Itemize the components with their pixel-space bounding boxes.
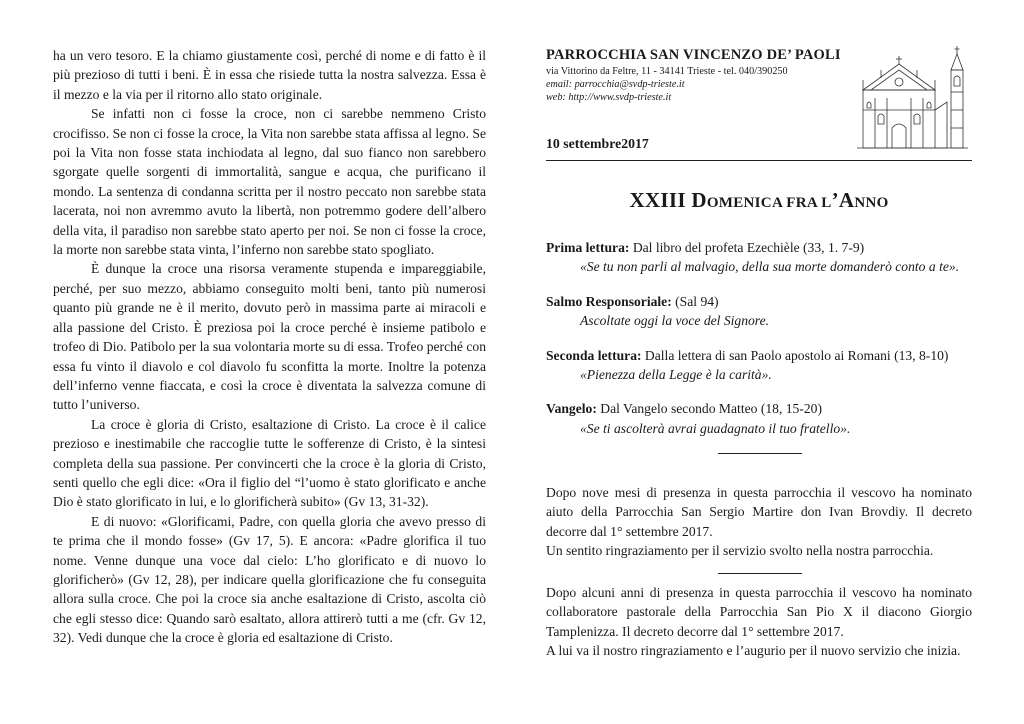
paragraph: È dunque la croce una risorsa veramente stupenda e impareggiabile, perché, per suo mezzo, abbiamo conseguito molti beni, tanto più numerosi quanto più grande ne è il merito, dovuto però in massima parte ai miracoli e alla passione del Cristo. È preziosa poi la croce perché è insieme patibolo e trofeo di Dio. Patibolo per la sua volontaria morte su di essa. Trofeo perché con essa fu vinto il diavolo e col diavolo fu sconfitta la morte. Inoltre la potenza dell’inferno venne fiaccata, e così la croce è diventata la salvezza comune di tutto l’universo.	[53, 261, 486, 413]
reading-quote: «Se ti ascolterà avrai guadagnato il tuo fratello».	[580, 420, 851, 436]
reading-item	[546, 292, 976, 331]
bulletin-date: 10 settembre2017	[546, 136, 649, 151]
paragraph: ha un vero tesoro. E la chiamo giustamente così, perché di nome e di fatto è il più prezioso di tutti i beni. È in essa che risiede tutta la nostra salvezza. Essa è il mezzo e la via per il ritorno allo stato originale.	[53, 48, 486, 102]
page-title: XXIII DOMENICA FRA L’ANNO	[629, 188, 889, 212]
parish-address: via Vittorino da Feltre, 11 - 34141 Trieste - tel. 040/390250	[546, 66, 788, 77]
paragraph: E di nuovo: «Glorificami, Padre, con quella gloria che avevo presso di te prima che il mondo fosse» (Gv 17, 5). E ancora: «Padre glorifica il tuo nome. Venne dunque una voce dal cielo: L’ho glorificato e di nuovo lo glorificherò» (Gv 12, 28), per indicare quella glorificazione che fu conseguita allora sulla croce. Che poi la croce sia anche esaltazione di Cristo, ascolta ciò che egli stesso dice: Quando sarò esaltato, allora attirerò tutti a me (cfr. Gv 12, 32). Vedi dunque che la croce è gloria ed esaltazione di Cristo.	[53, 513, 486, 646]
readings-list	[546, 238, 976, 454]
parish-web: web: http://www.svdp-trieste.it	[546, 92, 672, 103]
notice-text: Dopo alcuni anni di presenza in questa parrocchia il vescovo ha nominato collaboratore pastorale della Parrocchia San Pio X il diacono Giorgio Tamplenizza. Il decreto decorre dal 1° settembre 2017.	[546, 585, 972, 639]
reading-label: Prima lettura:	[546, 240, 630, 255]
notice-block	[546, 483, 972, 574]
notice-block	[546, 583, 972, 661]
parish-header	[546, 46, 846, 104]
church-illustration-icon	[855, 40, 970, 152]
reading-item	[546, 346, 976, 385]
reading-label: Salmo Responsoriale:	[546, 293, 672, 309]
parish-email: email: parrocchia@svdp-trieste.it	[546, 79, 685, 90]
reading-item	[546, 238, 976, 277]
reading-source: Dal libro del profeta Ezechièle (33, 1. 7-9)	[629, 240, 865, 255]
paragraph: Se infatti non ci fosse la croce, non ci sarebbe nemmeno Cristo crocifisso. Se non ci fosse la croce, la Vita non sarebbe stata affissa al legno. Se poi la Vita non fosse stata inchiodata al legno, dal suo fianco non sarebbero sgorgate quelle sorgenti di immortalità, sangue e acqua, che purificano il mondo. La sentenza di condanna scritta per il nostro peccato non sarebbe stata lacerata, noi non avremmo avuto la libertà, non potremmo godere dell’albero della vita, il paradiso non sarebbe stato aperto per noi. Se non ci fosse la croce, la morte non sarebbe stata vinta, l’inferno non sarebbe stato spogliato.	[53, 106, 486, 258]
header-divider	[546, 160, 972, 161]
section-separator	[718, 453, 802, 454]
reading-quote: «Se tu non parli al malvagio, della sua morte domanderò conto a te».	[580, 259, 960, 275]
reading-label: Seconda lettura:	[546, 347, 642, 363]
paragraph: La croce è gloria di Cristo, esaltazione di Cristo. La croce è il calice prezioso e inestimabile che raccoglie tutte le sofferenze di Cristo, è la sintesi completa della sua passione. Per convincerti che la croce è la gloria di Cristo, senti quello che egli dice: «Ora il figlio del “l’uomo è stato glorificato e anche Dio è stato glorificato in lui, e lo glorificherà subito» (Gv 13, 31-32).	[53, 416, 486, 510]
reading-label: Vangelo:	[546, 401, 597, 417]
parish-name: PARROCCHIA SAN VINCENZO DE’ PAOLI	[546, 47, 841, 63]
left-column-text	[53, 46, 486, 648]
reading-source: Dal Vangelo secondo Matteo (18, 15-20)	[596, 401, 822, 417]
notice-text: Un sentito ringraziamento per il servizio svolto nella nostra parrocchia.	[546, 543, 934, 559]
section-separator	[718, 573, 802, 574]
notice-text: A lui va il nostro ringraziamento e l’augurio per il nuovo servizio che inizia.	[546, 643, 961, 659]
reading-source: Dalla lettera di san Paolo apostolo ai Romani (13, 8-10)	[641, 347, 949, 363]
reading-quote: Ascoltate oggi la voce del Signore.	[580, 313, 770, 329]
reading-item	[546, 399, 976, 438]
notice-text: Dopo nove mesi di presenza in questa parrocchia il vescovo ha nominato aiuto della Parrocchia San Sergio Martire don Ivan Brovdiy. Il decreto decorre dal 1° settembre 2017.	[546, 485, 972, 539]
reading-quote: «Pienezza della Legge è la carità».	[580, 367, 772, 383]
reading-source: (Sal 94)	[671, 293, 719, 309]
